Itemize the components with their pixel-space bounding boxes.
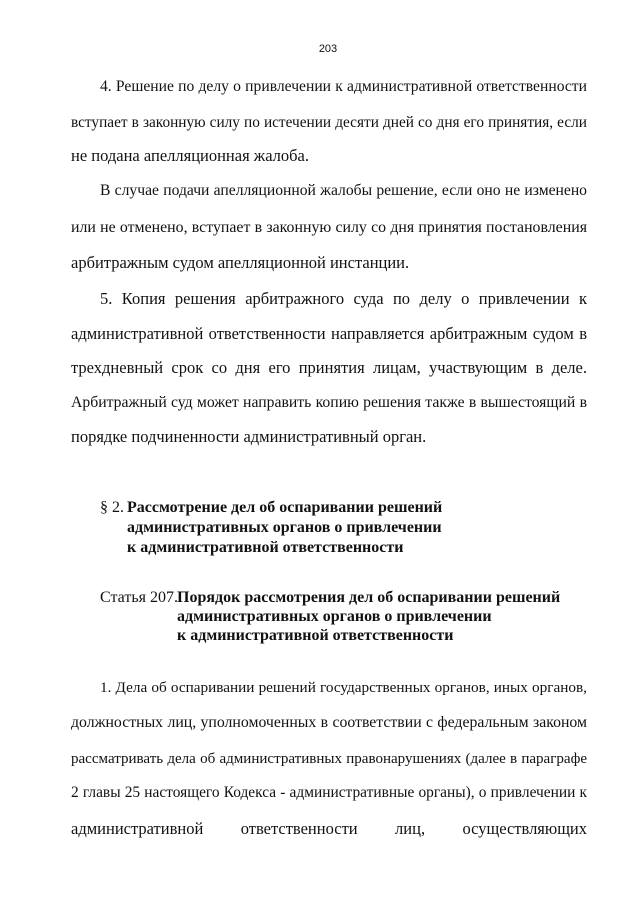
paragraph-5-line-2: административной ответственности направляется арбитражным судом в bbox=[71, 324, 587, 343]
section-number: § 2. bbox=[100, 499, 124, 516]
paragraph-1-line-3: рассматривать дела об административных правонарушениях (далее в параграфе bbox=[71, 751, 587, 767]
paragraph-appeal-line-3: арбитражным судом апелляционной инстанции. bbox=[71, 253, 410, 272]
section-title-line-1 bbox=[127, 498, 442, 518]
paragraph-4-line-1: 4. Решение по делу о привлечении к административной ответственности bbox=[100, 78, 587, 95]
section-title-text-2: административных органов о привлечении bbox=[127, 519, 442, 536]
paragraph-1-line-1: 1. Дела об оспаривании решений государственных органов, иных органов, bbox=[100, 679, 587, 696]
article-title-text-2: административных органов о привлечении bbox=[177, 608, 492, 625]
section-title-text-1: Рассмотрение дел об оспаривании решений bbox=[127, 499, 443, 516]
paragraph-5-line-1: 5. Копия решения арбитражного суда по делу о привлечении к bbox=[100, 289, 587, 308]
paragraph-4-line-3: не подана апелляционная жалоба. bbox=[71, 146, 310, 165]
paragraph-5-line-3: трехдневный срок со дня его принятия лицам, участвующим в деле. bbox=[71, 358, 587, 377]
article-title-text-3: к административной ответственности bbox=[177, 627, 454, 644]
article-title-line-2 bbox=[177, 607, 492, 627]
article-title-text-1: Порядок рассмотрения дел об оспаривании решений bbox=[177, 589, 561, 606]
paragraph-appeal-line-1: В случае подачи апелляционной жалобы решение, если оно не изменено bbox=[100, 182, 587, 199]
paragraph-5-line-5: порядке подчиненности административный орган. bbox=[71, 427, 427, 446]
paragraph-1-line-4: 2 главы 25 настоящего Кодекса - административные органы), о привлечении к bbox=[71, 784, 587, 801]
article-title-line-3 bbox=[177, 626, 453, 646]
paragraph-appeal-line-2: или не отменено, вступает в законную силу со дня принятия постановления bbox=[71, 219, 587, 236]
paragraph-5-line-4: Арбитражный суд может направить копию решения также в вышестоящий в bbox=[71, 394, 587, 411]
paragraph-1-line-2: должностных лиц, уполномоченных в соответствии с федеральным законом bbox=[71, 714, 587, 731]
section-title-line-3 bbox=[127, 538, 403, 558]
article-title-line-1 bbox=[177, 588, 560, 608]
page-number: 203 bbox=[318, 43, 338, 55]
section-title-line-2 bbox=[127, 518, 442, 538]
paragraph-1-line-5: административной ответственности лиц, осуществляющих bbox=[71, 819, 587, 838]
article-number: Статья 207. bbox=[100, 589, 178, 606]
section-title-text-3: к административной ответственности bbox=[127, 539, 404, 556]
paragraph-4-line-2: вступает в законную силу по истечении десяти дней со дня его принятия, если bbox=[71, 114, 587, 131]
